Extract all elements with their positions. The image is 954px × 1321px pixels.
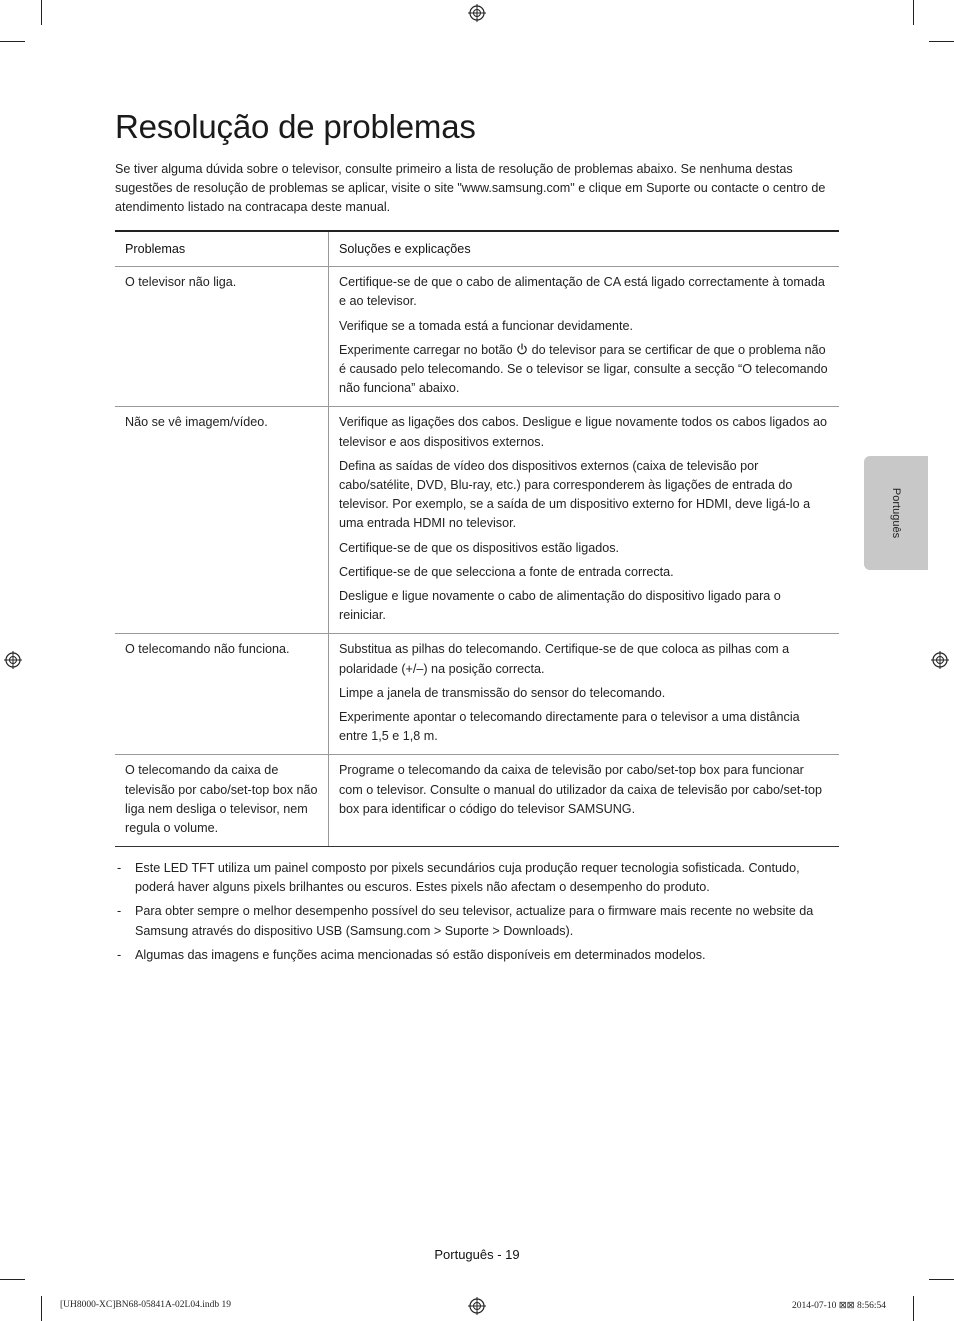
note-bullet: -: [117, 861, 122, 875]
solutions-cell: [329, 755, 840, 847]
intro-paragraph: Se tiver alguma dúvida sobre o televisor, consulte primeiro a lista de resolução de problemas abaixo. Se nenhuma destas sugestões de resolução de problemas se aplicar, visite o site "www.samsung.com" e clique em Suporte ou contacte o centro de atendimento listado na contracapa deste manual.: [115, 162, 826, 215]
problem-cell: Não se vê imagem/vídeo.: [115, 407, 329, 634]
table-header-row: [115, 231, 839, 267]
solution-text-with-icon: [339, 341, 829, 399]
registration-mark-icon: [468, 1297, 486, 1315]
solutions-cell: [329, 267, 840, 407]
registration-mark-icon: [468, 4, 486, 22]
registration-mark-icon: [931, 651, 949, 669]
print-slug-file: [UH8000-XC]BN68-05841A-02L04.indb 19: [60, 1300, 231, 1310]
solution-text: Limpe a janela de transmissão do sensor do telecomando.: [339, 685, 666, 700]
note-text: Para obter sempre o melhor desempenho possível do seu televisor, actualize para o firmware mais recente no website da Samsung através do dispositivo USB (Samsung.com > Suporte > Downloads).: [135, 904, 814, 938]
solutions-cell: [329, 634, 840, 755]
note-bullet: -: [117, 947, 122, 962]
column-header-solutions: Soluções e explicações: [329, 231, 840, 267]
crop-mark: [929, 1279, 954, 1280]
problem-cell: O televisor não liga.: [115, 267, 329, 407]
table-row: [115, 407, 839, 634]
page-number: Português - 19: [434, 1247, 520, 1262]
problem-cell: O telecomando não funciona.: [115, 634, 329, 755]
solution-text-part: Experimente carregar no botão: [339, 342, 513, 357]
solution-text: Substitua as pilhas do telecomando. Certifique-se de que coloca as pilhas com a polaridade (+/–) na posição correcta.: [339, 642, 790, 676]
print-slug-datetime: 2014-07-10 ⊠⊠ 8:56:54: [792, 1301, 887, 1311]
table-row: [115, 267, 839, 407]
crop-mark: [913, 1296, 914, 1321]
solution-text: Defina as saídas de vídeo dos dispositivos externos (caixa de televisão por cabo/satélite, DVD, Blu-ray, etc.) para corresponderem às ligações de entrada do televisor. Por exemplo, se a saída de um dispositivo externo for HDMI, deve ligá-lo a uma entrada HDMI no televisor.: [339, 458, 811, 531]
note-item: [115, 902, 840, 940]
solutions-cell: [329, 407, 840, 634]
note-text: Algumas das imagens e funções acima mencionadas só estão disponíveis em determinados modelos.: [135, 947, 706, 962]
column-header-problems: Problemas: [115, 231, 329, 267]
solution-text: Programe o telecomando da caixa de televisão por cabo/set-top box para funcionar com o televisor. Consulte o manual do utilizador da caixa de televisão por cabo/set-top box para identificar o código do televisor SAMSUNG.: [339, 763, 823, 816]
note-bullet: -: [117, 904, 122, 919]
notes-list: [115, 859, 840, 970]
note-item: [115, 946, 840, 965]
solution-text: Verifique as ligações dos cabos. Desligue e ligue novamente todos os cabos ligados ao televisor e aos dispositivos externos.: [339, 415, 827, 449]
table-row: [115, 634, 839, 755]
problem-cell: O telecomando da caixa de televisão por cabo/set-top box não liga nem desliga o televisor, nem regula o volume.: [115, 755, 329, 847]
registration-mark-icon: [4, 651, 22, 669]
note-text: Este LED TFT utiliza um painel composto por pixels secundários cuja produção requer tecnologia sofisticada. Contudo, poderá haver alguns pixels brilhantes ou escuros. Estes pixels não afectam o desempenho do produto.: [135, 861, 800, 895]
power-icon: [516, 343, 528, 355]
troubleshooting-table: [115, 230, 839, 847]
solution-text: Certifique-se de que o cabo de alimentação de CA está ligado correctamente à tomada e ao televisor.: [339, 275, 825, 309]
table-row: [115, 755, 839, 847]
language-side-tab: [864, 456, 928, 570]
solution-text: Certifique-se de que os dispositivos estão ligados.: [339, 540, 620, 555]
crop-mark: [41, 1296, 42, 1321]
crop-mark: [913, 0, 914, 25]
crop-mark: [929, 41, 954, 42]
page-title: Resolução de problemas: [115, 108, 476, 145]
language-side-tab-label: Português: [890, 487, 902, 539]
crop-mark: [0, 41, 25, 42]
solution-text: Certifique-se de que selecciona a fonte de entrada correcta.: [339, 564, 674, 579]
crop-mark: [0, 1279, 25, 1280]
solution-text-part: do televisor para se certificar de que o problema não é causado pelo telecomando. Se o televisor se ligar, consulte a secção “O telecomando não funciona” abaixo.: [339, 342, 828, 396]
solution-text: Experimente apontar o telecomando directamente para o televisor a uma distância entre 1,5 e 1,8 m.: [339, 710, 800, 744]
solution-text: Verifique se a tomada está a funcionar devidamente.: [339, 318, 634, 333]
crop-mark: [41, 0, 42, 25]
solution-text: Desligue e ligue novamente o cabo de alimentação do dispositivo ligado para o reiniciar.: [339, 589, 781, 623]
note-item: [115, 859, 840, 897]
